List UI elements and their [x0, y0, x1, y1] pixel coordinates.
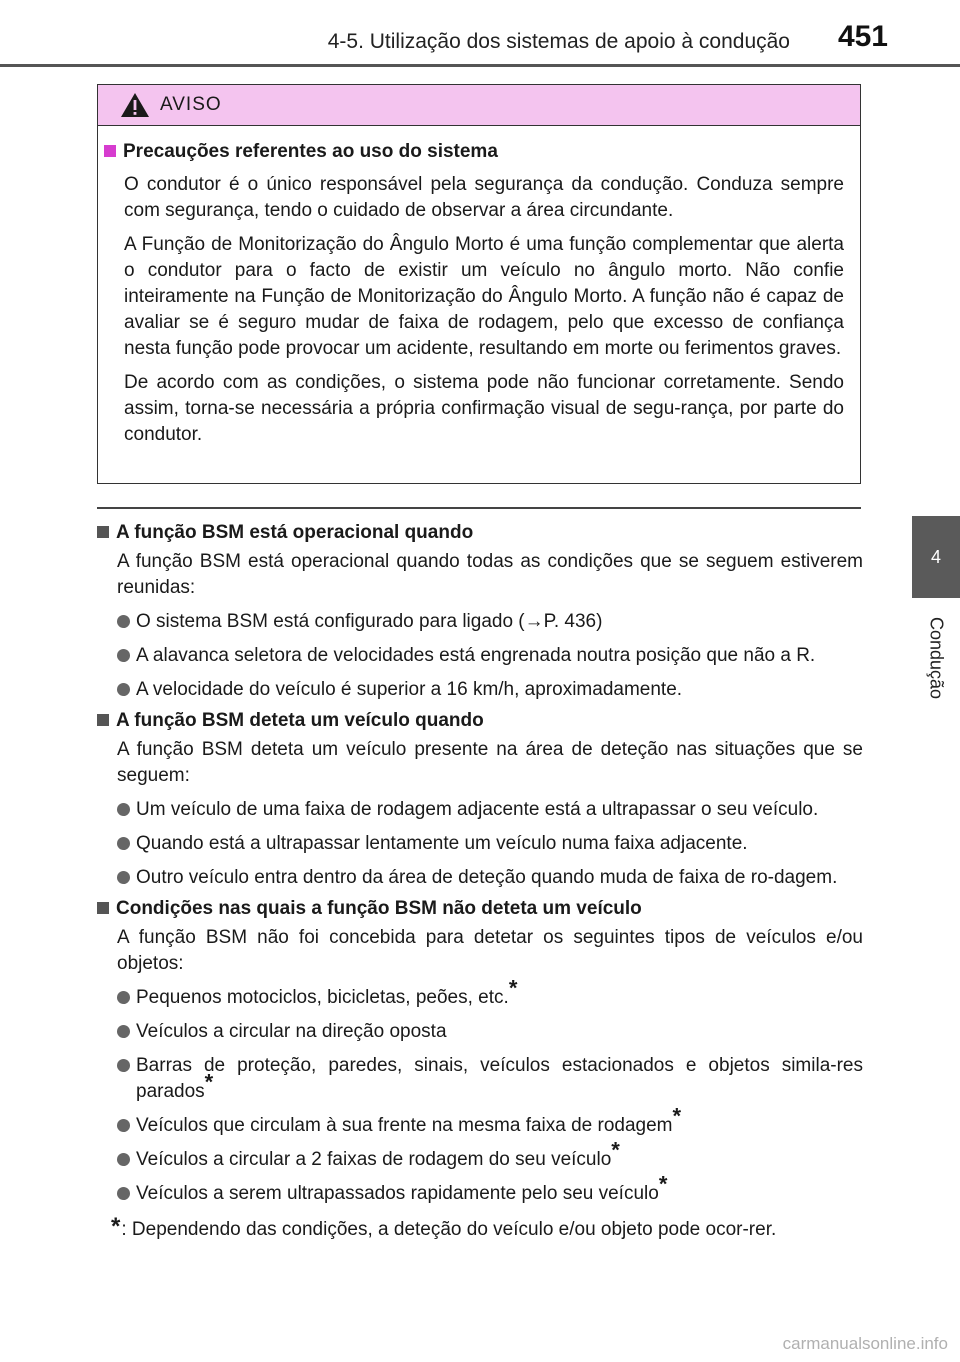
asterisk-marker: * [611, 1137, 620, 1163]
watermark: carmanualsonline.info [782, 1334, 948, 1353]
section-title [97, 521, 863, 545]
list-item [117, 1053, 863, 1105]
chapter-tab[interactable] [912, 516, 960, 598]
main-content [97, 515, 863, 1243]
section-title [97, 709, 863, 733]
list-item-text: Veículos a serem ultrapassados rapidamente pelo seu veículo [136, 1183, 659, 1204]
asterisk-marker: * [658, 1171, 668, 1197]
warning-header [98, 85, 860, 126]
bullet-dot-icon [117, 1059, 130, 1072]
list-item-text: A alavanca seletora de velocidades está engrenada noutra posição que não a R. [136, 645, 816, 666]
list-item-text: Outro veículo entra dentro da área de deteção quando muda de faixa de ro-dagem. [136, 867, 838, 888]
section-intro: A função BSM deteta um veículo presente na área de deteção nas situações que se seguem: [117, 739, 863, 786]
list-item-text: Barras de proteção, paredes, sinais, veículos estacionados e objetos simila-res parados [136, 1055, 863, 1102]
square-marker-icon [97, 526, 109, 538]
footnote [111, 1213, 863, 1243]
chapter-tab-number: 4 [930, 546, 941, 567]
list-item [117, 1019, 863, 1045]
bullet-dot-icon [117, 1187, 130, 1200]
asterisk-marker: * [672, 1103, 682, 1129]
list-item-text: Quando está a ultrapassar lentamente um veículo numa faixa adjacente. [136, 833, 748, 854]
warning-section-title-text: Precauções referentes ao uso do sistema [123, 141, 498, 162]
section-title-text: Condições nas quais a função BSM não deteta um veículo [116, 898, 642, 919]
list-item-text: O sistema BSM está configurado para ligado (→P. 436) [136, 611, 603, 632]
list-item-text: Veículos a circular na direção oposta [136, 1021, 447, 1042]
list-item-text: Pequenos motociclos, bicicletas, peões, etc. [136, 987, 509, 1008]
warning-section-title [104, 140, 844, 164]
list-item [117, 1137, 863, 1173]
list-item-text: Veículos que circulam à sua frente na mesma faixa de rodagem [136, 1115, 673, 1136]
list-item [117, 677, 863, 703]
header-divider [0, 64, 960, 67]
bullet-dot-icon [117, 1153, 130, 1166]
square-marker-icon [97, 714, 109, 726]
bullet-dot-icon [117, 615, 130, 628]
asterisk-marker: * [204, 1069, 214, 1095]
bullet-dot-icon [117, 991, 130, 1004]
list-item-text: Um veículo de uma faixa de rodagem adjacente está a ultrapassar o seu veículo. [136, 799, 819, 820]
square-marker-icon [104, 145, 116, 157]
footnote-text: : Dependendo das condições, a deteção do veículo e/ou objeto pode ocor-rer. [121, 1219, 777, 1240]
page-number: 451 [837, 20, 888, 53]
list-item [117, 1103, 863, 1139]
warning-box [97, 84, 861, 484]
list-item [117, 643, 863, 669]
chapter-title: 4-5. Utilização dos sistemas de apoio à condução [327, 30, 790, 53]
list-item-text: Veículos a circular a 2 faixas de rodagem do seu veículo [136, 1149, 612, 1170]
asterisk-marker: * [508, 975, 518, 1001]
bullet-dot-icon [117, 683, 130, 696]
square-marker-icon [97, 902, 109, 914]
section-title-text: A função BSM está operacional quando [116, 522, 474, 543]
warning-paragraph: De acordo com as condições, o sistema pode não funcionar corretamente. Sendo assim, torna-se necessária a própria confirmação visual de segu-rança, por parte do condutor. [124, 372, 844, 445]
bullet-dot-icon [117, 803, 130, 816]
section-intro: A função BSM não foi concebida para detetar os seguintes tipos de veículos e/ou objetos: [117, 927, 863, 974]
section-divider [97, 507, 861, 509]
list-item [117, 609, 863, 635]
bullet-dot-icon [117, 1025, 130, 1038]
section-title-text: A função BSM deteta um veículo quando [116, 710, 484, 731]
list-item [117, 797, 863, 823]
list-item [117, 865, 863, 891]
chapter-tab-label: Condução [926, 616, 947, 700]
list-item [117, 975, 863, 1011]
list-item [117, 1171, 863, 1207]
warning-body [98, 126, 860, 448]
section-intro: A função BSM está operacional quando todas as condições que se seguem estiverem reunidas: [117, 551, 863, 598]
bullet-dot-icon [117, 1119, 130, 1132]
warning-label: AVISO [160, 94, 222, 115]
warning-triangle-icon [120, 92, 150, 118]
section-title [97, 897, 863, 921]
warning-paragraph: O condutor é o único responsável pela segurança da condução. Conduza sempre com segurança, tendo o cuidado de observar a área circundante. [124, 174, 844, 221]
list-item-text: A velocidade do veículo é superior a 16 km/h, aproximadamente. [136, 679, 683, 700]
warning-paragraph: A Função de Monitorização do Ângulo Morto é uma função complementar que alerta o condutor para o facto de existir um veículo no ângulo morto. Não confie inteiramente na Função de Monitorização do Ângulo Morto. A função não é capaz de avaliar se é seguro mudar de faixa de rodagem, pelo que excesso de confiança nesta função pode provocar um acidente, resultando em morte ou ferimentos graves. [124, 234, 844, 359]
bullet-dot-icon [117, 871, 130, 884]
footnote-marker: * [111, 1213, 121, 1240]
list-item [117, 831, 863, 857]
bullet-dot-icon [117, 837, 130, 850]
bullet-dot-icon [117, 649, 130, 662]
